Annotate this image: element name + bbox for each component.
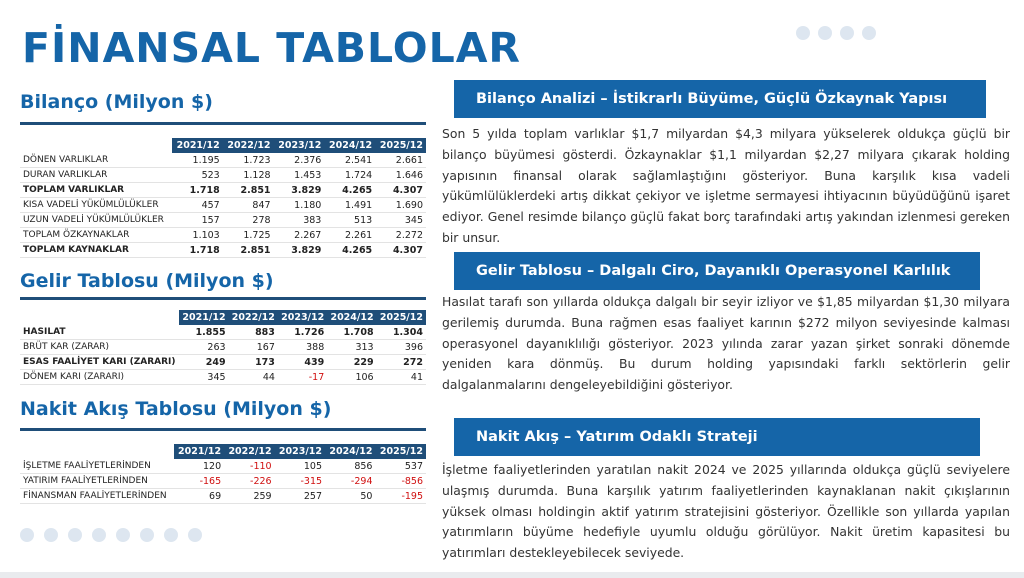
value-cell: 2.541 [324,153,375,168]
value-cell: 523 [172,168,223,183]
dot [862,26,876,40]
value-cell: 1.491 [324,198,375,213]
value-cell: 257 [275,489,325,504]
table-row [20,153,426,168]
row-label: KISA VADELİ YÜKÜMLÜLÜKLER [20,198,172,213]
dot [44,528,58,542]
dot [140,528,154,542]
section-divider [20,122,426,125]
value-cell: 3.829 [274,243,325,258]
value-cell: -315 [275,474,325,489]
year-header: 2024/12 [325,444,375,459]
value-cell: 2.261 [324,228,375,243]
dot [818,26,832,40]
row-label: BRÜT KAR (ZARAR) [20,340,179,355]
row-label: DURAN VARLIKLAR [20,168,172,183]
table-row [20,370,426,385]
table-row [20,474,426,489]
balance-sheet-title: Bilanço (Milyon $) [20,91,213,113]
value-cell: 4.265 [324,243,375,258]
table-row [20,325,426,340]
value-cell: 883 [229,325,278,340]
value-cell: 4.307 [375,243,426,258]
dot [796,26,810,40]
value-cell: 106 [327,370,376,385]
value-cell: 4.307 [375,183,426,198]
table-row [20,168,426,183]
cash-flow-table [20,444,426,504]
value-cell: 1.453 [274,168,325,183]
dot [20,528,34,542]
value-cell: 3.829 [274,183,325,198]
header-blank-cell [20,444,174,459]
value-cell: 50 [325,489,375,504]
value-cell: -110 [224,459,274,474]
dot [840,26,854,40]
row-label: TOPLAM ÖZKAYNAKLAR [20,228,172,243]
year-header: 2024/12 [324,138,375,153]
value-cell: 44 [229,370,278,385]
value-cell: 1.304 [377,325,426,340]
income-statement-table [20,310,426,385]
section-divider [20,428,426,431]
dot [188,528,202,542]
row-label: ESAS FAALİYET KARI (ZARARI) [20,355,179,370]
value-cell: 1.725 [223,228,274,243]
row-label: UZUN VADELİ YÜKÜMLÜLÜKLER [20,213,172,228]
value-cell: -195 [375,489,426,504]
value-cell: 1.718 [172,243,223,258]
value-cell: 1.708 [327,325,376,340]
year-header: 2025/12 [375,444,426,459]
value-cell: 2.851 [223,183,274,198]
value-cell: 383 [274,213,325,228]
year-header: 2025/12 [375,138,426,153]
value-cell: -165 [174,474,224,489]
value-cell: -17 [278,370,327,385]
table-row [20,340,426,355]
value-cell: 2.661 [375,153,426,168]
balance-sheet-table [20,138,426,258]
row-label: DÖNEN VARLIKLAR [20,153,172,168]
cashflow-analysis-heading: Nakit Akış – Yatırım Odaklı Strateji [454,418,980,456]
value-cell: 1.195 [172,153,223,168]
year-header: 2023/12 [278,310,327,325]
value-cell: 259 [224,489,274,504]
value-cell: 157 [172,213,223,228]
decorative-dots-top [796,26,876,40]
value-cell: 41 [377,370,426,385]
table-row [20,228,426,243]
value-cell: 457 [172,198,223,213]
value-cell: -294 [325,474,375,489]
year-header: 2023/12 [275,444,325,459]
income-statement-title: Gelir Tablosu (Milyon $) [20,270,274,292]
row-label: İŞLETME FAALİYETLERİNDEN [20,459,174,474]
dot [164,528,178,542]
dot [68,528,82,542]
value-cell: 1.103 [172,228,223,243]
year-header: 2022/12 [224,444,274,459]
value-cell: 105 [275,459,325,474]
value-cell: 167 [229,340,278,355]
value-cell: 4.265 [324,183,375,198]
value-cell: 537 [375,459,426,474]
value-cell: 1.724 [324,168,375,183]
value-cell: 2.267 [274,228,325,243]
year-header: 2022/12 [229,310,278,325]
dot [92,528,106,542]
header-blank-cell [20,310,179,325]
table-row [20,459,426,474]
value-cell: 345 [375,213,426,228]
value-cell: 1.128 [223,168,274,183]
value-cell: 856 [325,459,375,474]
year-header: 2021/12 [174,444,224,459]
value-cell: 396 [377,340,426,355]
value-cell: 345 [179,370,228,385]
dot [116,528,130,542]
balance-analysis-heading: Bilanço Analizi – İstikrarlı Büyüme, Güçlü Özkaynak Yapısı [454,80,986,118]
value-cell: 2.851 [223,243,274,258]
value-cell: 513 [324,213,375,228]
table-row [20,183,426,198]
table-row [20,198,426,213]
value-cell: 173 [229,355,278,370]
value-cell: 120 [174,459,224,474]
year-header: 2021/12 [179,310,228,325]
year-header: 2022/12 [223,138,274,153]
year-header: 2021/12 [172,138,223,153]
row-label: TOPLAM KAYNAKLAR [20,243,172,258]
row-label: YATIRIM FAALİYETLERİNDEN [20,474,174,489]
value-cell: 2.376 [274,153,325,168]
table-row [20,213,426,228]
value-cell: 388 [278,340,327,355]
value-cell: 263 [179,340,228,355]
value-cell: 439 [278,355,327,370]
cash-flow-title: Nakit Akış Tablosu (Milyon $) [20,398,332,420]
table-row [20,243,426,258]
decorative-dots-bottom [20,528,202,542]
section-divider [20,297,426,300]
balance-analysis-text: Son 5 yılda toplam varlıklar $1,7 milyardan $4,3 milyara yükselerek oldukça güçlü bir bilanço büyümesi gösterdi. Özkaynaklar $1,1 milyardan $2,27 milyara çıkarak holding yapısının finansal olarak sağlamlaştığını gösteriyor. Buna karşılık kısa vadeli yükümlülüklerdeki artış dikkat çekiyor ve işletme sermayesi ihtiyacının büyüdüğünü işaret ediyor. Genel resimde bilanço güçlü fakat borç tarafındaki artış yakından izlenmesi gereken bir unsur. [442,126,1010,245]
header-blank-cell [20,138,172,153]
value-cell: 278 [223,213,274,228]
value-cell: 1.646 [375,168,426,183]
value-cell: 1.855 [179,325,228,340]
value-cell: 1.180 [274,198,325,213]
value-cell: 1.690 [375,198,426,213]
year-header: 2025/12 [377,310,426,325]
value-cell: -226 [224,474,274,489]
page-title: FİNANSAL TABLOLAR [22,24,521,72]
table-row [20,489,426,504]
row-label: TOPLAM VARLIKLAR [20,183,172,198]
year-header: 2024/12 [327,310,376,325]
row-label: HASILAT [20,325,179,340]
row-label: FİNANSMAN FAALİYETLERİNDEN [20,489,174,504]
year-header: 2023/12 [274,138,325,153]
value-cell: 272 [377,355,426,370]
value-cell: 847 [223,198,274,213]
table-row [20,355,426,370]
value-cell: 1.718 [172,183,223,198]
value-cell: 229 [327,355,376,370]
income-analysis-text: Hasılat tarafı son yıllarda oldukça dalgalı bir seyir izliyor ve $1,85 milyardan $1,30 milyara gerilemiş durumda. Buna rağmen esas faaliyet karının $272 milyon seviyesinde kalması operasyonel dayanıklılığı gösteriyor. 2023 yılında zarar yazan şirket sonraki dönemde yeniden kara dönmüş. Bu durum holding yapısındaki farklı sektörlerin gelir dalgalanmalarını dengeleyebildiğini gösteriyor. [442,294,1010,393]
value-cell: 1.723 [223,153,274,168]
value-cell: 2.272 [375,228,426,243]
income-analysis-heading: Gelir Tablosu – Dalgalı Ciro, Dayanıklı Operasyonel Karlılık [454,252,980,290]
value-cell: 69 [174,489,224,504]
footer-strip [0,572,1024,578]
value-cell: 1.726 [278,325,327,340]
value-cell: -856 [375,474,426,489]
value-cell: 249 [179,355,228,370]
cashflow-analysis-text: İşletme faaliyetlerinden yaratılan nakit 2024 ve 2025 yıllarında oldukça güçlü seviyelere ulaşmış durumda. Buna karşılık yatırım faaliyetlerinden kaynaklanan nakit çıkışlarının yüksek olması holdingin aktif yatırım stratejisini gösteriyor. Özellikle son yıllarda yapılan yatırımların büyüme hedefiyle uyumlu olduğu görülüyor. Nakit üretim kapasitesi bu yatırımları destekleyebilecek seviyede. [442,462,1010,561]
row-label: DÖNEM KARI (ZARARI) [20,370,179,385]
value-cell: 313 [327,340,376,355]
